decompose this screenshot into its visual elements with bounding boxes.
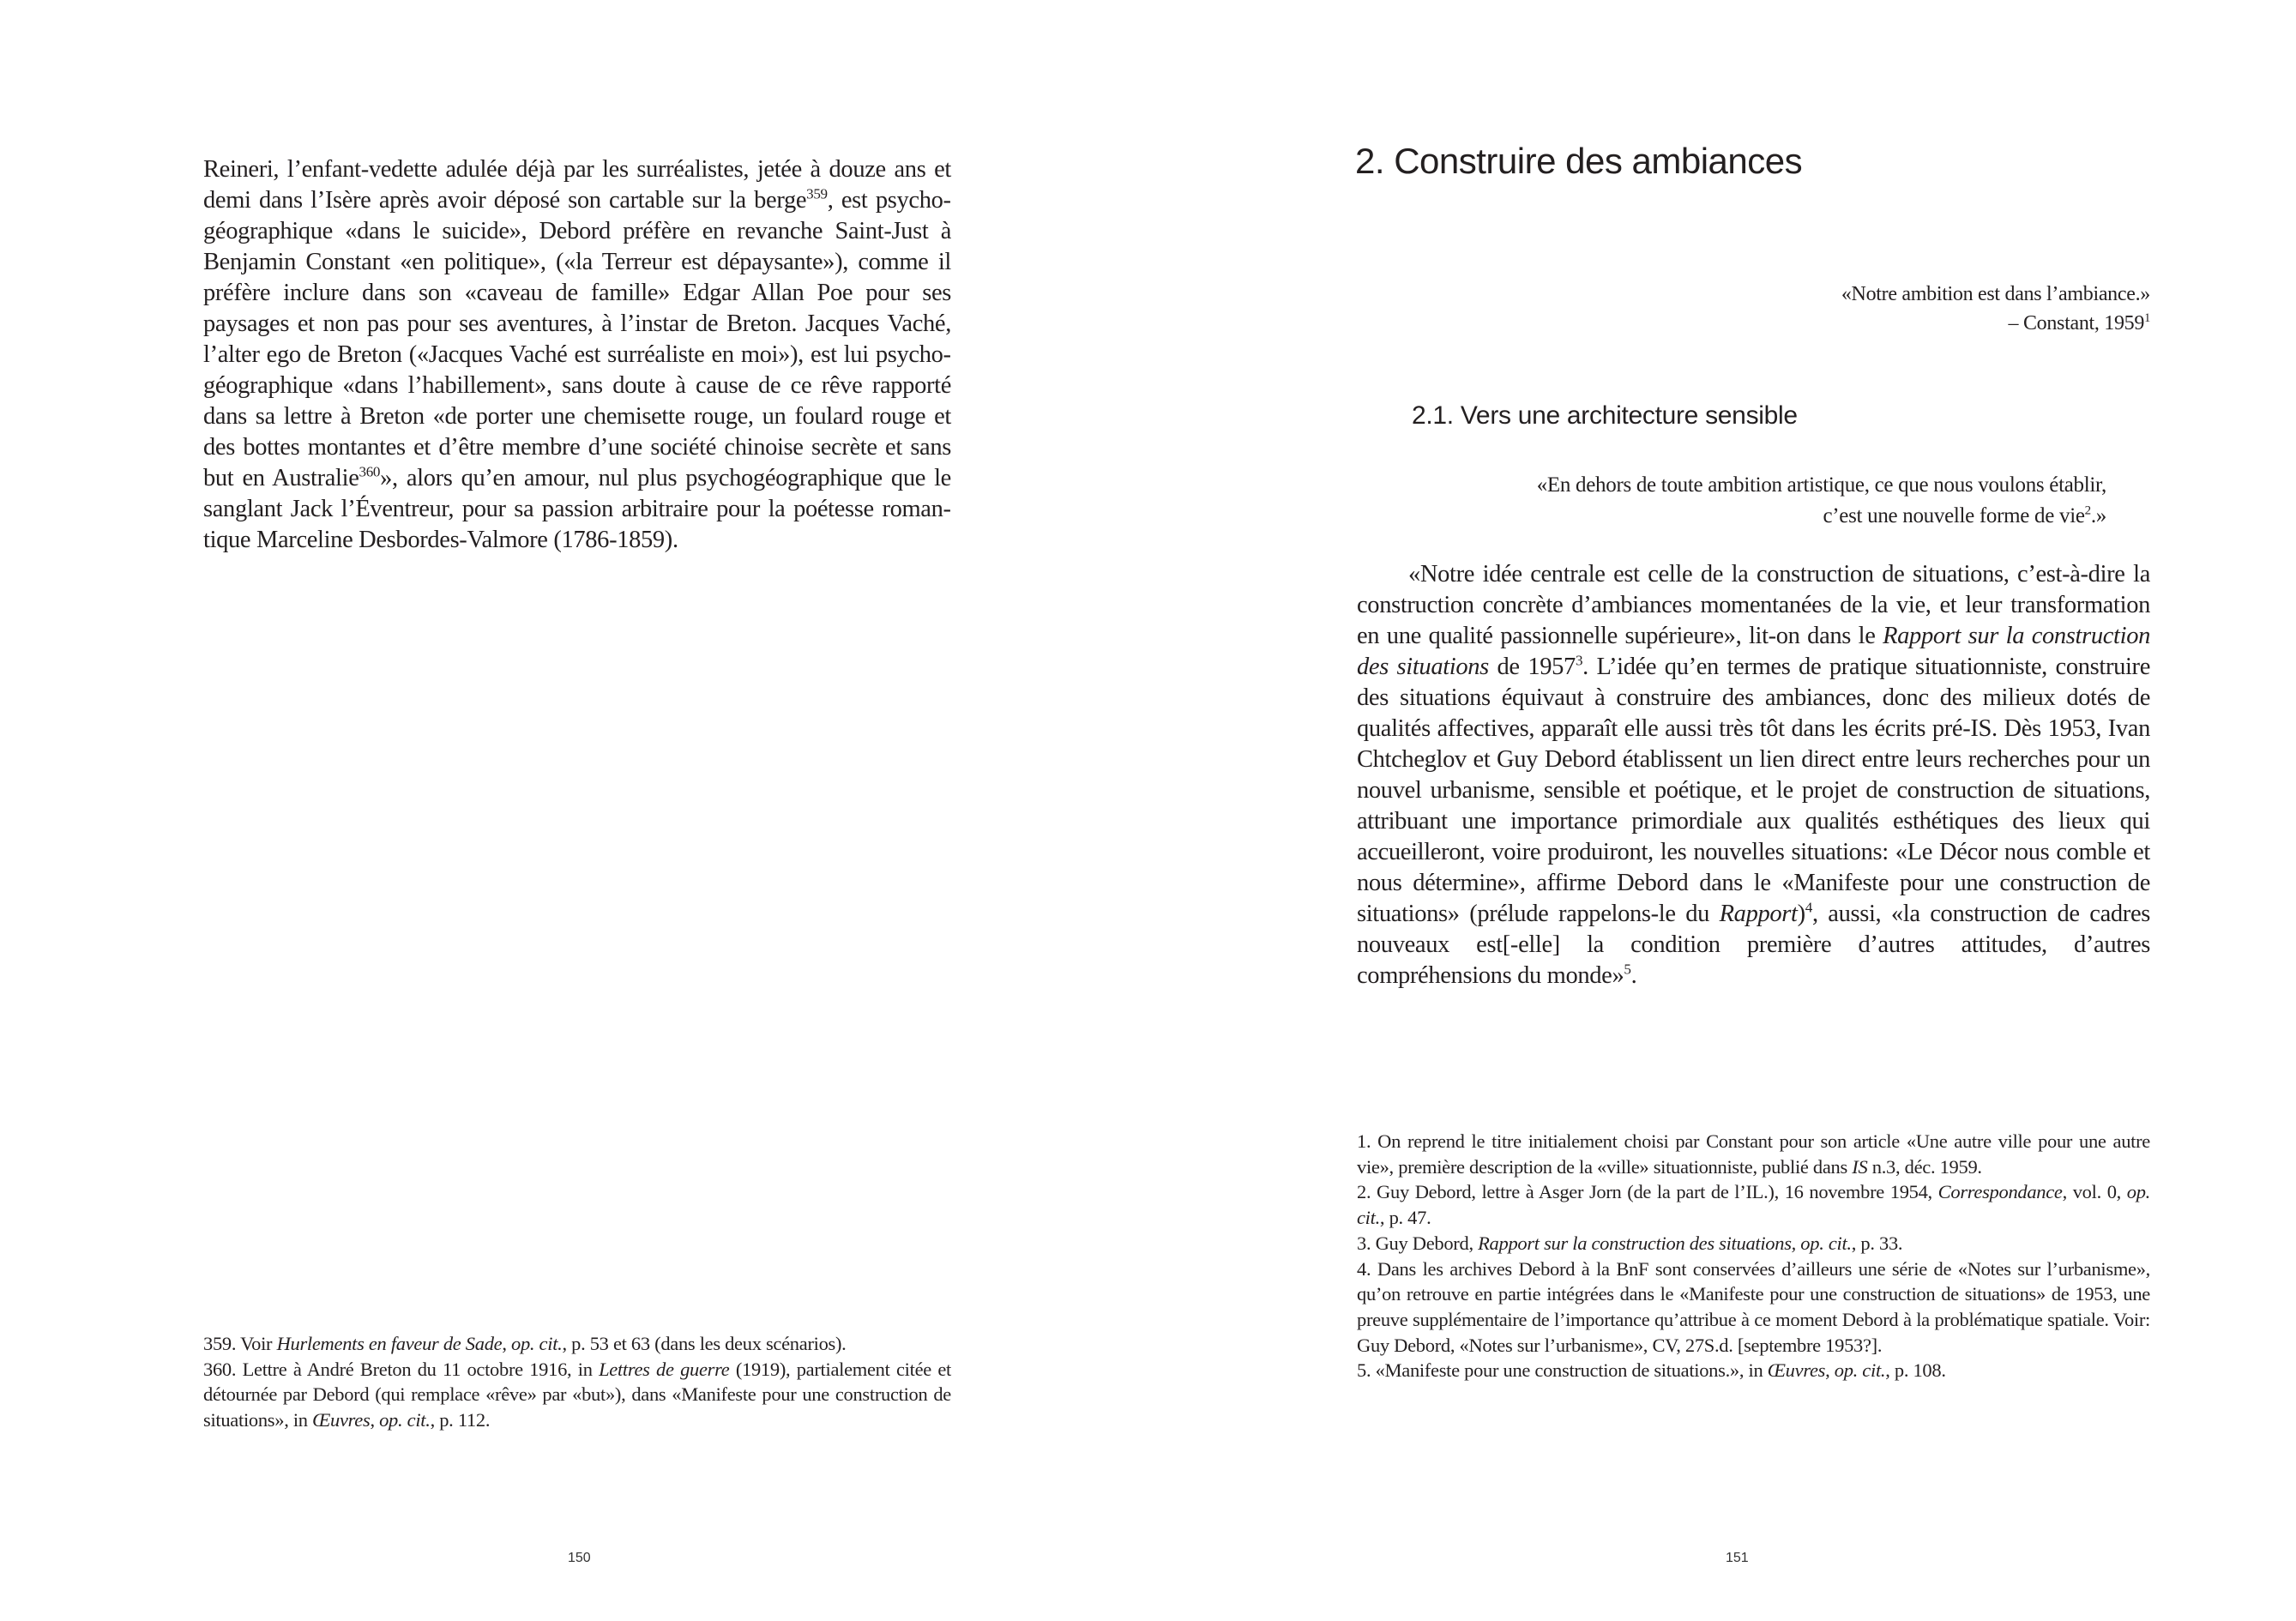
italic-text: IS	[1852, 1155, 1868, 1178]
epigraph-quote: «Notre ambition est dans l’ambiance.»	[1841, 283, 2150, 305]
footnote-ref: 1	[2144, 311, 2150, 325]
text-run: ,	[1825, 1359, 1835, 1382]
text-run: , p. 33.	[1851, 1232, 1903, 1254]
page-number: 150	[568, 1551, 591, 1565]
italic-text: op. cit.	[1357, 1181, 2150, 1229]
text-run: 5. «Manifeste pour une construction de situations.», in	[1357, 1359, 1768, 1382]
footnote	[1357, 1256, 2150, 1359]
italic-text: Hurlements en faveur de Sade	[276, 1333, 503, 1354]
italic-text: op. cit.	[511, 1333, 563, 1354]
footnote-ref: 4	[1805, 899, 1812, 916]
footnote	[1357, 1358, 2150, 1383]
section-quote	[1537, 470, 2106, 532]
text-run: 3. Guy Debord,	[1357, 1232, 1479, 1254]
footnote-ref: 5	[1624, 961, 1631, 978]
italic-text: Correspondance	[1937, 1181, 2063, 1203]
footnote	[1357, 1129, 2150, 1179]
text-run: )	[1797, 901, 1805, 927]
italic-text: op. cit.	[1834, 1359, 1886, 1382]
text-run: .	[1630, 962, 1637, 989]
footnote-ref: 2	[2084, 503, 2091, 518]
text-run: », alors qu’en amour, nul plus psychogéographique que le sanglant Jack l’Éventreur, pour sa passion arbitraire pour la poétesse romantique Marceline Desbordes-Valmore (1786-1859).	[203, 465, 951, 553]
text-run: 2. Guy Debord, lettre à Asger Jorn (de la part de l’IL.), 16 novembre 1954,	[1357, 1181, 1938, 1203]
footnote-ref: 360	[359, 463, 381, 480]
footnote-ref: 3	[1575, 652, 1583, 669]
body-paragraph	[203, 154, 951, 556]
footnote	[203, 1357, 951, 1433]
text-run: , vol. 0,	[2062, 1181, 2127, 1203]
footnote	[1357, 1231, 2150, 1256]
text-run: (1919), partialement citée et détournée par Debord (qui remplace «rêve» par «but»), dans «Manifeste pour une construction de situations», in	[203, 1358, 951, 1431]
quote-line: «En dehors de toute ambition artistique, ce que nous voulons établir,	[1536, 473, 2106, 497]
epigraph	[1841, 280, 2150, 338]
text-run: Reineri, l’enfant-vedette adulée déjà par les surréalistes, jetée à douze ans et demi dans l’Isère après avoir déposé son cartable sur la berge	[203, 156, 951, 214]
text-run: ,	[370, 1409, 380, 1431]
footnote	[1357, 1179, 2150, 1230]
right-footnotes	[1357, 1129, 2150, 1383]
text-run: , p. 112.	[430, 1409, 491, 1431]
text-run: de 1957	[1488, 654, 1576, 680]
text-run: 359. Voir	[203, 1333, 277, 1354]
text-run: , est psychogéographique «dans le suicide», Debord préfère en revanche Saint-Just à Benjamin Constant «en politique», («la Terreur est dépaysante»), comme il préfère inclure dans son «caveau de famille» Edgar Allan Poe pour ses paysages et non pas pour ses aventures, à l’instar de Breton. Jacques Vaché, l’alter ego de Breton («Jacques Vaché est surréaliste en moi»), est lui psychogéographique «dans l’habillement», sans doute à cause de ce rêve rapporté dans sa lettre à Breton «de porter une chemisette rouge, un foulard rouge et des bottes montantes et d’être membre d’une société chinoise secrète et sans but en Australie	[203, 187, 951, 491]
text-run: 4. Dans les archives Debord à la BnF sont conservées d’ailleurs une série de «Notes sur l’urbanisme», qu’on retrouve en partie intégrées dans le «Manifeste pour une construction de situations» de 1953, une preuve supplémentaire de l’importance qu’attribue à ce moment Debord à la problématique spatiale. Voir: Guy Debord, «Notes sur l’urbanisme», CV, 27S.d. [septembre 1953?].	[1357, 1257, 2150, 1356]
italic-text: Rapport sur la construction des situations, op. cit.	[1478, 1232, 1852, 1254]
text-run: 360. Lettre à André Breton du 11 octobre 1916, in	[203, 1358, 600, 1380]
text-run: «Notre idée centrale est celle de la construction de situations, c’est-à-dire la construction concrète d’ambiances momentanées de la vie, et leur transformation en une qualité passionnelle supérieure», lit-on dans le	[1357, 561, 2150, 649]
text-run: . L’idée qu’en termes de pratique situationniste, construire des situations équivaut à construire des ambiances, donc des milieux dotés de qualités affectives, apparaît elle aussi très tôt dans les écrits pré-IS. Dès 1953, Ivan Chtcheglov et Guy Debord établissent un lien direct entre leurs recherches pour un nouvel urbanisme, sensible et poétique, et le projet de construction de situations, attribuant une importance primordiale aux qualités esthétiques des lieux qui accueilleront, voire produiront, les nouvelles situations: «Le Décor nous comble et nous détermine», affirme Debord dans le «Manifeste pour une construction de situations» (prélude rappelons-le du	[1357, 654, 2150, 927]
text-run: n.3, déc. 1959.	[1867, 1155, 1982, 1178]
left-footnotes	[203, 1331, 951, 1433]
text-run: , p. 47.	[1379, 1207, 1431, 1229]
text-run: , aussi, «la construction de cadres nouveaux est[-elle] la condition première d’autres attitudes, d’autres compréhensions du monde»	[1357, 901, 2150, 989]
text-run: ,	[502, 1333, 511, 1354]
italic-text: Lettres de guerre	[599, 1358, 730, 1380]
body-paragraph	[1357, 559, 2150, 991]
italic-text: Rapport sur la construction des situations	[1357, 623, 2150, 680]
page-number: 151	[1726, 1551, 1749, 1565]
italic-text: Œuvres	[312, 1409, 371, 1431]
right-body	[1357, 559, 2150, 991]
text-run: , p. 53 et 63 (dans les deux scénarios).	[562, 1333, 847, 1354]
text-run: 1. On reprend le titre initialement choisi par Constant pour son article «Une autre ville pour une autre vie», première description de la «ville» situationniste, publié dans	[1357, 1130, 2150, 1178]
text-run: , p. 108.	[1885, 1359, 1946, 1382]
left-body	[203, 154, 951, 556]
footnote	[203, 1331, 951, 1357]
footnote-ref: 359	[806, 185, 828, 202]
section-title: 2.1. Vers une architecture sensible	[1412, 401, 1798, 430]
quote-line: c’est une nouvelle forme de vie$^2$.»	[1823, 503, 2106, 527]
italic-text: Rapport	[1719, 901, 1798, 927]
italic-text: op. cit.	[379, 1409, 431, 1431]
italic-text: Œuvres	[1767, 1359, 1826, 1382]
chapter-title: 2. Construire des ambiances	[1355, 141, 1803, 181]
epigraph-attribution: – Constant, 1959$^1$	[2008, 311, 2150, 334]
